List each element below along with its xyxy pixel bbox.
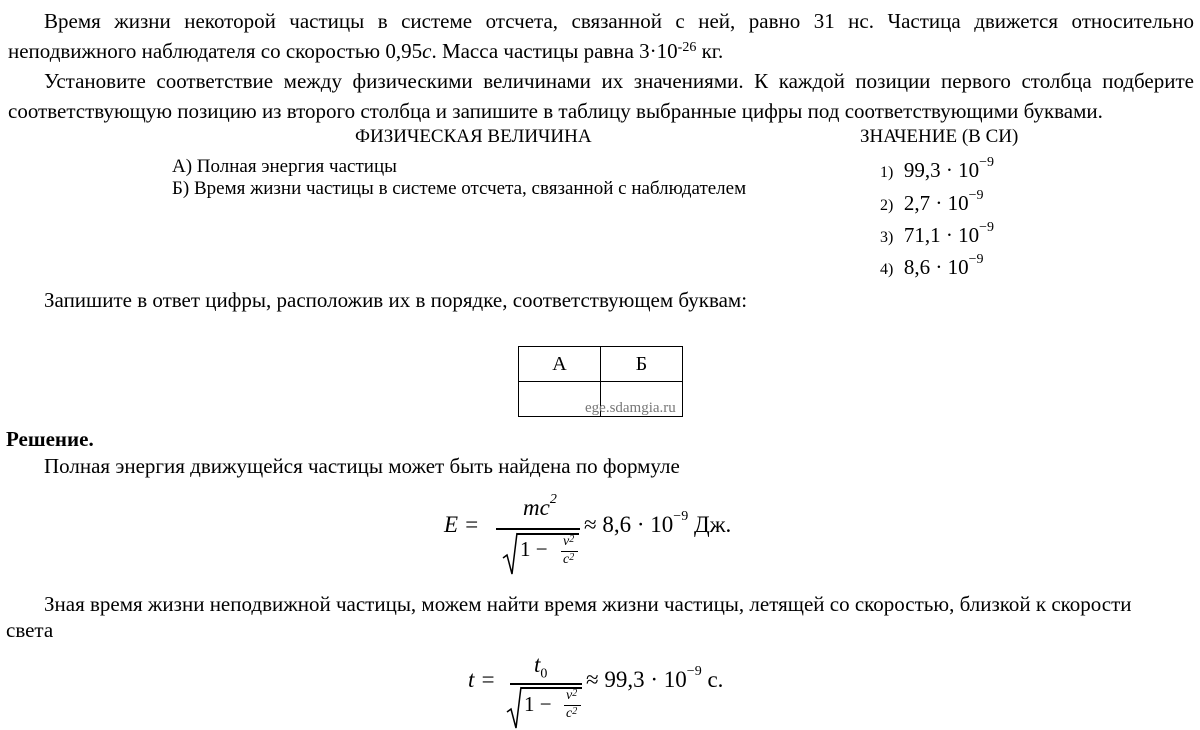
- formula1-fraction-bar: [496, 528, 580, 530]
- value-3: [880, 220, 994, 248]
- formula1-c: [563, 552, 574, 568]
- value-1-number: 1): [880, 164, 894, 181]
- problem-text: [8, 6, 1194, 126]
- speed-of-light-symbol: c: [422, 39, 432, 63]
- value-1-mantissa: 99,3 · 10: [903, 158, 980, 182]
- solution-heading: Решение.: [6, 427, 94, 451]
- solution-line-2b: света: [6, 618, 54, 642]
- value-2: [880, 188, 984, 216]
- value-2-number: 2): [880, 197, 894, 214]
- formula1-num-text: mc: [523, 495, 550, 520]
- value-4-exponent: −9: [968, 252, 984, 267]
- formula2-lhs: t =: [468, 667, 496, 692]
- formula1-v: [563, 534, 574, 550]
- formula1-numerator: [523, 492, 557, 521]
- formula2-sqrt-icon: [506, 686, 522, 730]
- formula1-num-exp: 2: [549, 492, 557, 507]
- watermark: ege.sdamgia.ru: [585, 400, 676, 416]
- formula1-sqrt-icon: [502, 532, 518, 576]
- value-3-number: 3): [880, 229, 894, 246]
- formula2-c-exp: 2: [572, 706, 578, 717]
- formula2-num-sub: 0: [540, 666, 548, 682]
- formula1-result-exp: −9: [673, 509, 689, 524]
- formula1-unit: Дж.: [688, 512, 732, 537]
- formula1-result: [584, 509, 732, 538]
- solution-line-1: Полная энергия движущейся частицы может быть найдена по формуле: [44, 454, 680, 478]
- mass-text: . Масса частицы равна 3·10: [431, 39, 678, 63]
- value-2-mantissa: 2,7 · 10: [903, 191, 969, 215]
- formula2-num-text: t: [534, 652, 541, 677]
- formula2-v-text: v: [566, 688, 573, 703]
- answer-header-a: А: [519, 347, 601, 382]
- value-3-exponent: −9: [979, 220, 994, 235]
- formula2-v-exp: 2: [572, 688, 578, 699]
- formula1-c-exp: 2: [569, 552, 575, 563]
- value-3-mantissa: 71,1 · 10: [903, 223, 980, 247]
- left-column-header: ФИЗИЧЕСКАЯ ВЕЛИЧИНА: [355, 126, 592, 147]
- value-1: [880, 155, 994, 183]
- formula2-result-exp: −9: [686, 664, 702, 679]
- value-4: [880, 252, 984, 280]
- formula2-result-text: ≈ 99,3 · 10: [586, 667, 687, 692]
- solution-line-2: Зная время жизни неподвижной частицы, можем найти время жизни частицы, летящей со скоростью, близкой к скорости: [44, 592, 1132, 616]
- answer-prompt: Запишите в ответ цифры, расположив их в порядке, соответствующем буквам:: [44, 288, 748, 312]
- quantity-a: А) Полная энергия частицы: [172, 156, 397, 177]
- formula2-result: [586, 664, 724, 693]
- quantity-b: Б) Время жизни частицы в системе отсчета, связанной с наблюдателем: [172, 178, 747, 199]
- formula2-unit: с.: [701, 667, 724, 692]
- right-column-header: ЗНАЧЕНИЕ (В СИ): [860, 126, 1019, 147]
- formula1-result-text: ≈ 8,6 · 10: [584, 512, 674, 537]
- value-4-mantissa: 8,6 · 10: [903, 255, 969, 279]
- formula2-denominator: 1 −: [524, 692, 552, 716]
- formula2-c-text: c: [566, 706, 573, 721]
- formula2-v: [566, 688, 577, 704]
- formula1-denominator: 1 −: [520, 537, 548, 561]
- formula2-fraction-bar: [510, 683, 582, 685]
- mass-exponent: -26: [677, 40, 697, 55]
- formula2-c: [566, 706, 577, 722]
- formula2-numerator: [534, 652, 547, 683]
- value-2-exponent: −9: [968, 188, 984, 203]
- answer-header-b: Б: [601, 347, 683, 382]
- formula1-v-text: v: [563, 534, 570, 549]
- formula1-lhs: E =: [444, 512, 480, 537]
- formula1-v-exp: 2: [569, 534, 575, 545]
- problem-p2: Установите соответствие между физическими величинами их значениями. К каждой позиции первого столбца подберите соответствующую позицию из второго столбца и запишите в таблицу выбранные цифры под соответствующими буквами.: [8, 69, 1194, 123]
- problem-p1: Время жизни некоторой частицы в системе отсчета, связанной с ней, равно 31 нс. Частица движется относительно неподвижного наблюдателя со скоростью 0,95: [8, 9, 1194, 63]
- value-1-exponent: −9: [979, 155, 994, 170]
- formula1-c-text: c: [563, 552, 570, 567]
- value-4-number: 4): [880, 261, 894, 278]
- mass-unit: кг.: [696, 39, 724, 63]
